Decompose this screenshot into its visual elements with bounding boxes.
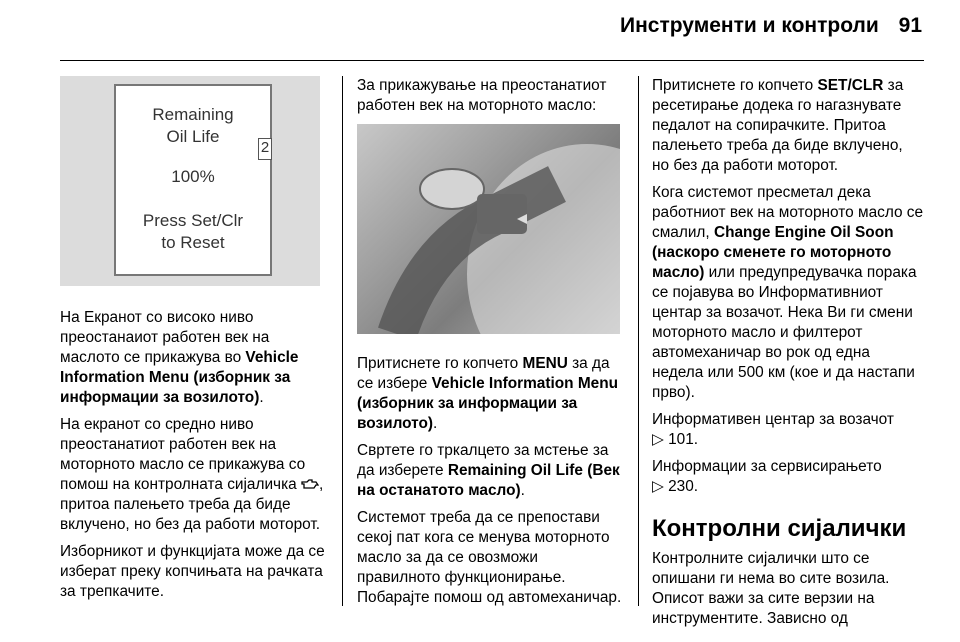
display-line4: to Reset [161,233,225,252]
display-line3: Press Set/Clr [142,211,244,230]
paragraph: Притиснете го копчето SET/CLR за ресетирање додека го нагазнувате педалот на сопирачките. Притоа палењето треба да биде вклучено, но без да работи моторот. [652,77,904,174]
section-heading: Контролни сијалички [652,515,907,542]
display-line1: Remaining [152,105,234,124]
display-line2: Oil Life [166,127,220,146]
column-3 [652,76,924,636]
paragraph: За прикажување на преостанатиот работен век на моторното масло: [357,77,607,114]
paragraph: Притиснете го копчето MENU за да се избере Vehicle Information Menu (изборник за информации за возилото). [357,355,619,432]
page-link[interactable]: 101. [668,431,699,448]
page-reference-arrow-icon: ▷ [652,478,664,495]
turn-signal-lever-photo [357,124,620,334]
display-screen [114,84,272,276]
column-rule-2 [638,76,639,606]
paragraph: Изборникот и функцијата може да се изберат преку копчињата на рачката за трепкачите. [60,543,325,600]
page-number: 91 [898,14,922,37]
paragraph: На екранот со средно ниво преостанатиот работен век на моторното масло се прикажува со помош на контролната сијаличка , притоа палењето треба да биде вклучено, но без да работи моторот. [60,416,324,533]
header-title: Инструменти и контроли [620,14,879,37]
column-rule-1 [342,76,343,606]
page-link[interactable]: 230. [668,478,699,495]
cross-reference: Информации за сервисирањето ▷ 230. [652,458,882,495]
oil-can-icon [301,475,319,495]
column-1 [60,76,328,609]
header-rule [60,60,924,61]
paragraph: Контролните сијалички што се опишани ги нема во сите возила. Описот важи за сите верзии на инструментите. Зависно од [652,550,890,627]
page-reference-arrow-icon: ▷ [652,431,664,448]
paragraph: На Екранот со високо ниво преостанаиот работен век на маслото се прикажува во Vehicle Information Menu (изборник за информации за возилото). [60,309,299,406]
paragraph: Свртете го тркалцето за мстење за да изберете Remaining Oil Life (Век на останатото масло). [357,442,620,499]
paragraph: Системот треба да се препостави секој пат кога се менува моторното масло за да се овозможи правилното функционирање. Побарајте помош од автомеханичар. [357,509,622,606]
column-2 [357,76,625,615]
cross-reference: Информативен центар за возачот ▷ 101. [652,411,894,448]
oil-life-display-illustration [60,76,320,286]
gear-indicator: 2 [258,138,272,160]
display-percent: 100% [171,167,215,186]
paragraph: Кога системот пресметал дека работниот век на моторното масло се смалил, Change Engine Oil Soon (наскоро сменете го моторното масло) или предупредувачка порака се појавува во Информативниот центар за возачот. Нека Ви ги смени моторното масло и филтерот автомеханичар во рок од една недела или 500 км (кое и да настапи прво). [652,184,924,401]
